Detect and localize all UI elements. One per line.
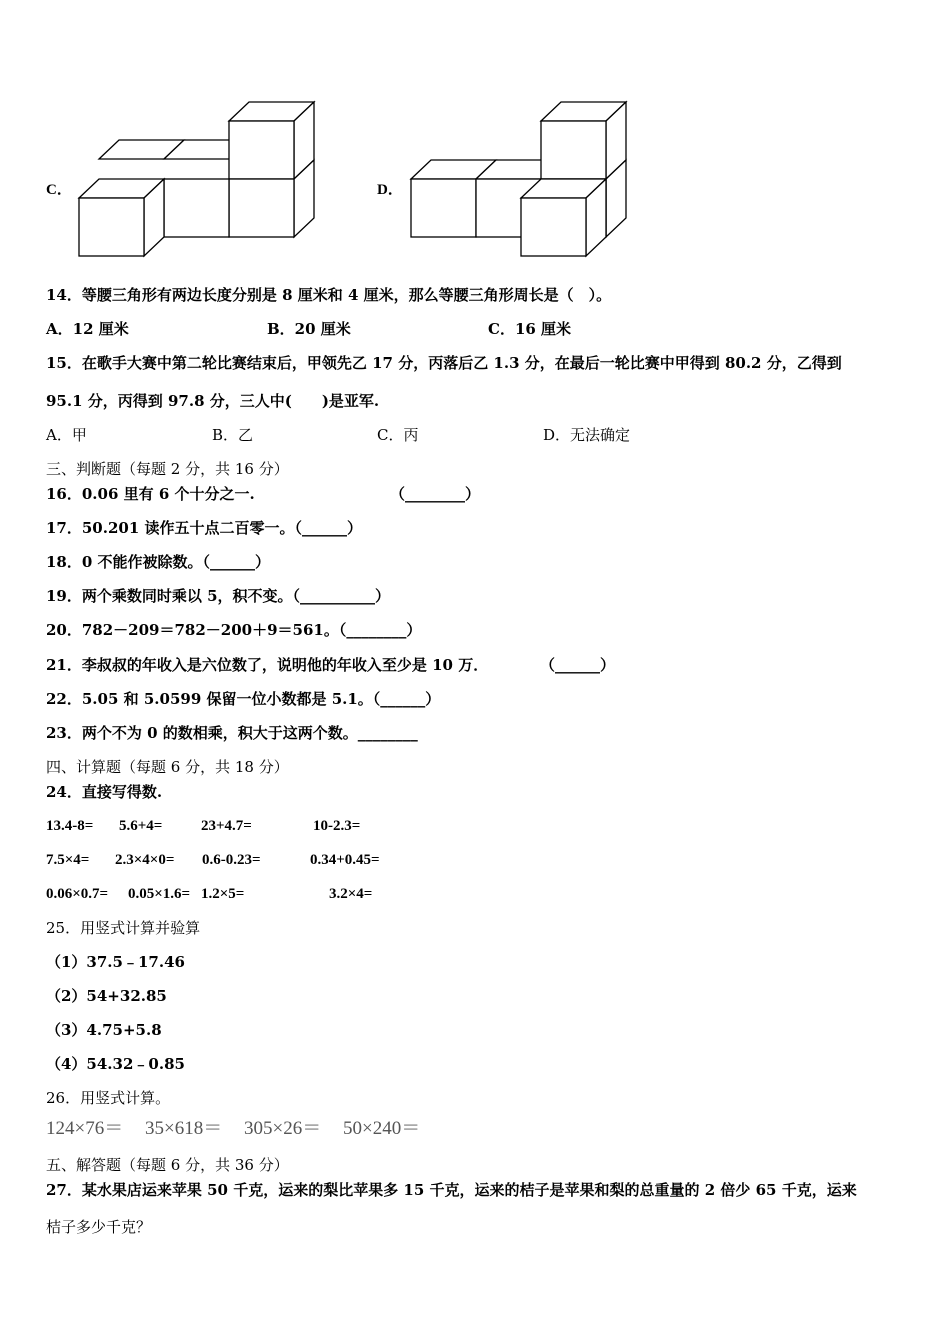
q26-item: 124×76＝ [46,1118,124,1139]
calc-item: 3.2×4= [329,886,373,902]
calc-item: 23+4.7= [201,818,252,834]
question-23: 23．两个不为 0 的数相乘，积大于这两个数。________ [46,724,418,742]
question-21: 21．李叔叔的年收入是六位数了，说明他的年收入至少是 10 万． [46,656,489,674]
question-25-title: 25．用竖式计算并验算 [46,919,201,937]
section-4-heading: 四、计算题（每题 6 分，共 18 分） [46,758,289,776]
q26-item: 305×26＝ [244,1118,322,1139]
q15-option-b: B．乙 [212,426,254,444]
calc-item: 2.3×4×0= [115,852,175,868]
q21-answer-blank[interactable]: （______） [540,656,616,674]
question-20: 20．782－209＝782－200＋9＝561。（________） [46,621,422,639]
q25-item: （2）54+32.85 [46,987,167,1005]
question-26-title: 26．用竖式计算。 [46,1089,171,1107]
option-d-label: D． [377,182,403,198]
calc-item: 10-2.3= [313,818,361,834]
q25-item: （4）54.32﹣0.85 [46,1055,185,1073]
question-19: 19．两个乘数同时乘以 5，积不变。（__________） [46,587,391,605]
section-3-heading: 三、判断题（每题 2 分，共 16 分） [46,460,289,478]
question-15-line1: 15．在歌手大赛中第二轮比赛结束后，甲领先乙 17 分，丙落后乙 1.3 分，在最后一轮比赛中甲得到 80.2 分，乙得到 [46,354,842,372]
question-17: 17．50.201 读作五十点二百零一。（______） [46,519,363,537]
q14-option-b: B．20 厘米 [267,320,351,338]
q26-item: 50×240＝ [343,1118,421,1139]
cube-figure-d [400,95,640,265]
calc-item: 0.05×1.6= [128,886,191,902]
calc-item: 5.6+4= [119,818,163,834]
calc-item: 13.4-8= [46,818,94,834]
question-15-line2: 95.1 分，丙得到 97.8 分，三人中( )是亚军. [46,392,380,410]
q25-item: （3）4.75+5.8 [46,1021,162,1039]
section-5-heading: 五、解答题（每题 6 分，共 36 分） [46,1156,289,1174]
q26-item: 35×618＝ [145,1118,223,1139]
question-22: 22．5.05 和 5.0599 保留一位小数都是 5.1。（______） [46,690,441,708]
option-c-label: C． [46,182,72,198]
q16-answer-blank[interactable]: （________） [390,485,481,503]
calc-item: 0.6-0.23= [202,852,261,868]
question-14: 14．等腰三角形有两边长度分别是 8 厘米和 4 厘米，那么等腰三角形周长是（ ）。 [46,286,612,304]
q15-option-a: A．甲 [46,426,87,444]
question-18: 18．0 不能作被除数。（______） [46,553,271,571]
calc-item: 7.5×4= [46,852,90,868]
question-24-title: 24．直接写得数. [46,783,163,801]
question-27-line2: 桔子多少千克？ [46,1218,152,1236]
question-27-line1: 27．某水果店运来苹果 50 千克，运来的梨比苹果多 15 千克，运来的桔子是苹果和梨的总重量的 2 倍少 65 千克，运来 [46,1181,857,1199]
q14-option-c: C．16 厘米 [488,320,572,338]
calc-item: 0.34+0.45= [310,852,380,868]
q15-option-d: D．无法确定 [543,426,631,444]
calc-item: 0.06×0.7= [46,886,109,902]
q25-item: （1）37.5﹣17.46 [46,953,185,971]
q14-option-a: A．12 厘米 [46,320,129,338]
calc-item: 1.2×5= [201,886,245,902]
question-16: 16．0.06 里有 6 个十分之一. [46,485,255,503]
cube-figure-c [70,95,330,265]
q15-option-c: C．丙 [377,426,419,444]
